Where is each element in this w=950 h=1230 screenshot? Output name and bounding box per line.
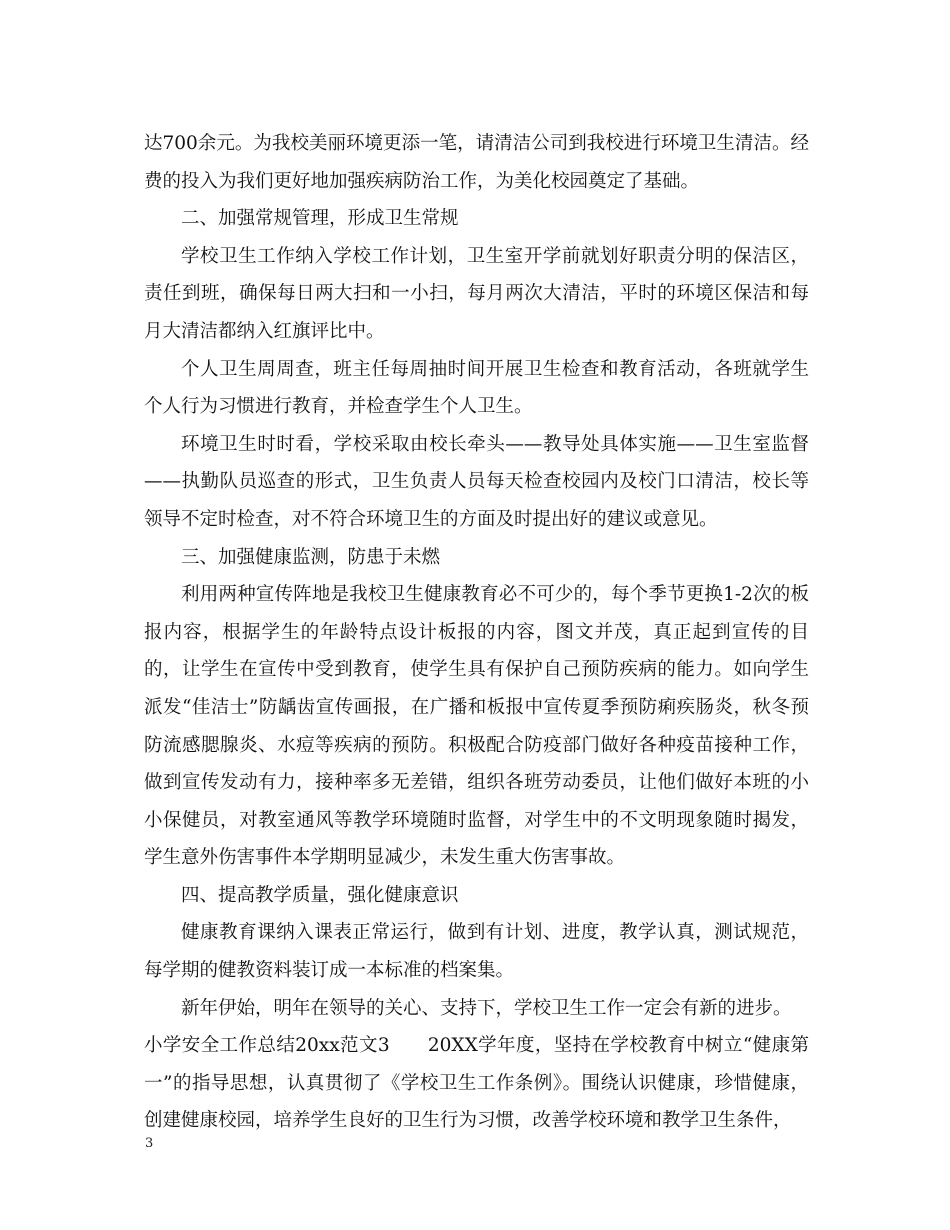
page-number: 3: [145, 1136, 154, 1151]
paragraph-7: 利用两种宣传阵地是我校卫生健康教育必不可少的，每个季节更换1-2次的板报内容，根据学生的年龄特点设计板报的内容，图文并茂，真正起到宣传的目的，让学生在宣传中受到教育，使学生具有保护自己预防疾病的能力。如向学生派发“佳洁士”防龋齿宣传画报，在广播和板报中宣传夏季预防痢疾肠炎，秋冬预防流感腮腺炎、水痘等疾病的预防。积极配合防疫部门做好各种疫苗接种工作，做到宣传发动有力，接种率多无差错，组织各班劳动委员，让他们做好本班的小小保健员，对教室通风等教学环境随时监督，对学生中的不文明现象随时揭发，学生意外伤害事件本学期明显减少，未发生重大伤害事故。: [144, 584, 809, 869]
paragraph-5: 环境卫生时时看，学校采取由校长牵头——教导处具体实施——卫生室监督——执勤队员巡查的形式，卫生负责人员每天检查校园内及校门口清洁，校长等领导不定时检查，对不符合环境卫生的方面及时提出好的建议或意见。: [144, 433, 809, 530]
paragraph-11: 小学安全工作总结20xx范文3 20XX学年度，坚持在学校教育中树立“健康第一”的指导思想，认真贯彻了《学校卫生工作条例》。围绕认识健康，珍惜健康，创建健康校园，培养学生良好的卫生行为习惯，改善学校环境和教学卫生条件，: [144, 1035, 809, 1132]
heading-2: 二、加强常规管理，形成卫生常规: [181, 208, 459, 230]
heading-4: 四、提高教学质量，强化健康意识: [181, 884, 459, 906]
heading-3: 三、加强健康监测，防患于未燃: [181, 546, 441, 568]
body-text: [144, 125, 809, 1140]
paragraph-1: 达700余元。为我校美丽环境更添一笔，请清洁公司到我校进行环境卫生清洁。经费的投入为我们更好地加强疾病防治工作，为美化校园奠定了基础。: [144, 133, 809, 192]
paragraph-10: 新年伊始，明年在领导的关心、支持下，学校卫生工作一定会有新的进步。: [181, 997, 792, 1019]
paragraph-9: 健康教育课纳入课表正常运行，做到有计划、进度，教学认真，测试规范，每学期的健教资料装订成一本标准的档案集。: [144, 922, 809, 982]
paragraph-4: 个人卫生周周查，班主任每周抽时间开展卫生检查和教育活动，各班就学生个人行为习惯进行教育，并检查学生个人卫生。: [144, 358, 809, 418]
paragraph-3: 学校卫生工作纳入学校工作计划，卫生室开学前就划好职责分明的保洁区，责任到班，确保每日两大扫和一小扫，每月两次大清洁，平时的环境区保洁和每月大清洁都纳入红旗评比中。: [144, 245, 809, 342]
